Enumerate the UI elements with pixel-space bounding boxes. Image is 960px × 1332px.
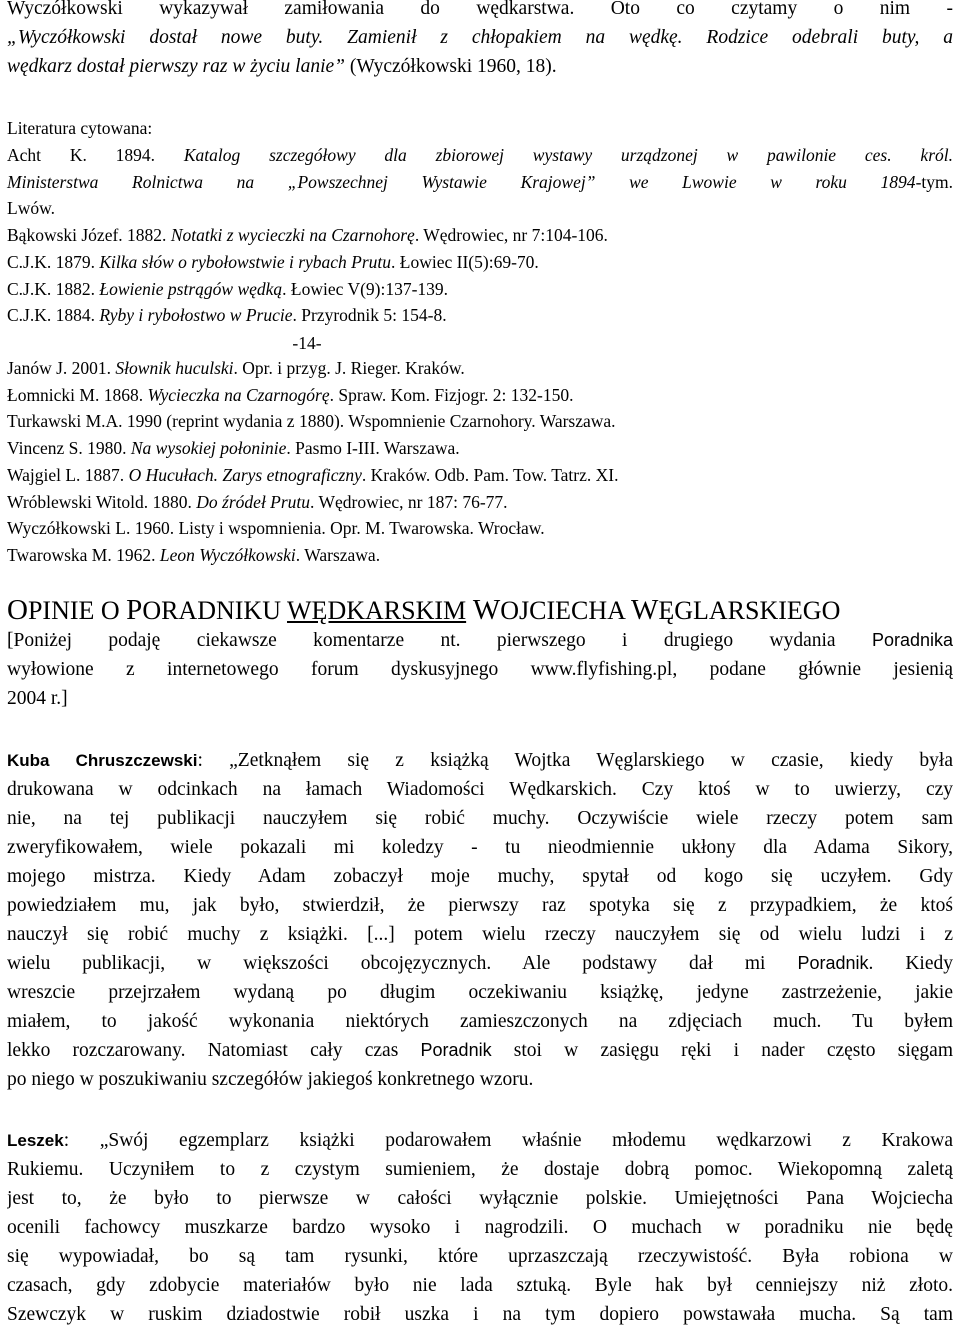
text-line: powiedziałem mu, jak było, stwierdził, że pierwszy raz spotyka się z przypadkiem, że ktoś <box>7 895 953 916</box>
heading-part: ĘGLARSKIEGO <box>658 596 841 625</box>
reference-author: C.J.K. 1879. <box>7 251 100 272</box>
reference-item <box>7 382 953 409</box>
reference-details: . Kraków. Odb. Pam. Tow. Tatrz. XI. <box>361 464 619 485</box>
reference-item <box>7 408 953 435</box>
reference-title: Do źródeł Prutu <box>196 491 311 512</box>
reference-title: O Hucułach. Zarys etnograficzny <box>128 464 362 485</box>
reference-author: Wyczółkowski L. 1960. Listy i wspomnienia. Opr. M. Twarowska. Wrocław. <box>7 518 545 539</box>
quote-text: wędkarz dostał pierwszy raz w życiu lanie” <box>7 56 346 77</box>
reference-details: . Spraw. Kom. Fizjogr. 2: 132-150. <box>329 384 574 405</box>
reference-item <box>7 222 953 249</box>
reference-item <box>7 355 953 382</box>
references-list-b <box>7 355 953 569</box>
section-heading <box>7 594 953 627</box>
forum-comment-2 <box>7 1126 953 1329</box>
heading-part: P <box>126 594 143 626</box>
text-line: czasach, gdy zdobycie materiałów było nie lada sztuką. Byle hak był cenniejszy niż złoto. <box>7 1275 953 1296</box>
reference-item <box>7 276 953 303</box>
reference-title: Katalog szczegółowy dla zbiorowej wystawy urządzonej w pawilonie ces. król. <box>183 145 954 165</box>
heading-part: PINIE O <box>27 596 127 625</box>
book-name: Poradnik <box>420 1040 492 1060</box>
text-line: nie, na tej publikacji nauczyłem się robić muchy. Oczywiście wiele rzeczy potem sam <box>7 808 953 829</box>
reference-item <box>7 249 953 276</box>
book-name: Poradnika <box>871 630 953 650</box>
reference-author: Vincenz S. 1980. <box>7 438 131 459</box>
text-line: drukowana w odcinkach na łamach Wiadomości Wędkarskich. Czy ktoś w to uwierzy, czy <box>7 779 953 800</box>
text-line: „Wyczółkowski dostał nowe buty. Zamienił z chłopakiem na wędkę. Rodzice odebrali buty, a <box>7 27 953 48</box>
reference-details: . Łowiec II(5):69-70. <box>391 251 539 272</box>
text-line: mojego mistrza. Kiedy Adam zobaczył moje muchy, spytał od kogo się uczyłem. Gdy <box>7 866 953 887</box>
references-list-a <box>7 142 953 329</box>
heading-part: WĘDKARSKIM <box>287 596 467 625</box>
heading-part: ORADNIKU <box>142 596 288 625</box>
text-line: po niego w poszukiwaniu szczegółów jakiegoś konkretnego wzoru. <box>7 1069 534 1090</box>
comment-text: . Kiedy <box>868 953 953 974</box>
reference-details: . Warszawa. <box>295 544 381 565</box>
reference-title: Słownik huculski <box>115 358 234 378</box>
comment-text: wielu publikacji, w większości obcojęzycznych. Ale podstawy dał mi <box>7 953 798 974</box>
literature-heading <box>7 115 953 142</box>
reference-author: Turkawski M.A. 1990 (reprint wydania z 1880). Wspomnienie Czarnohory. Warszawa. <box>7 411 616 432</box>
citation: (Wyczółkowski 1960, 18). <box>345 56 557 77</box>
reference-item <box>7 542 953 569</box>
text-line: jest to, że było to pierwsze w całości wyłącznie polskie. Umiejętności Pana Wojciecha <box>7 1188 953 1209</box>
reference-author: Janów J. 2001. <box>7 358 116 378</box>
text-line: miałem, to jakość wykonania niektórych zamieszczonych na zdjęciach much. Tu byłem <box>7 1011 953 1032</box>
reference-title: Na wysokiej połoninie <box>130 438 287 459</box>
heading-part: O <box>7 594 28 626</box>
reference-details: . Wędrowiec, nr 187: 76-77. <box>310 491 508 512</box>
reference-title: Łowienie pstrągów wędką <box>99 278 283 299</box>
reference-author: C.J.K. 1884. <box>7 305 100 326</box>
reference-author: Twarowska M. 1962. <box>7 544 160 565</box>
reference-author: Łomnicki M. 1868. <box>7 384 148 405</box>
text-line: Rukiemu. Uczyniłem to z czystym sumieniem, że dostaje dobrą pomoc. Wiekopomną zaletą <box>7 1159 953 1180</box>
reference-title: Ryby i rybołostwo w Prucie <box>99 305 293 326</box>
reference-author: C.J.K. 1882. <box>7 278 100 299</box>
book-name: Poradnik <box>797 953 869 973</box>
text-line <box>7 1036 953 1065</box>
forum-comment-1 <box>7 746 953 1094</box>
reference-item <box>7 142 953 169</box>
text-line <box>7 746 953 775</box>
text-line: wreszcie przejrzałem wydaną po długim oczekiwaniu książkę, jedyne zastrzeżenie, jakie <box>7 982 953 1003</box>
heading-part: W <box>630 594 659 626</box>
comment-text: lekko rozczarowany. Natomiast cały czas <box>7 1040 421 1061</box>
comment-author: Kuba Chruszczewski <box>7 751 198 770</box>
heading-part: W <box>466 594 501 626</box>
text-line: Szewczyk w ruskim dziadostwie robił uszka i na tym dopiero powstawała mucha. Są tam <box>7 1304 953 1325</box>
note-text: [Poniżej podaję ciekawsze komentarze nt. pierwszego i drugiego wydania <box>7 630 872 651</box>
text-line: się wypowiadał, bo są tam rysunki, które uprzaszczają rzeczywistość. Była robiona w <box>7 1246 953 1267</box>
reference-details: . Opr. i przyg. J. Rieger. Kraków. <box>233 358 465 378</box>
reference-title: Kilka słów o rybołowstwie i rybach Prutu <box>99 251 392 272</box>
editorial-note <box>7 626 953 713</box>
reference-item <box>7 302 953 329</box>
text-line: nauczył się robić muchy z książki. [...] potem wielu rzeczy nauczyłem się od wielu ludzi i z <box>7 924 953 945</box>
reference-item <box>7 462 953 489</box>
heading-part: OJCIECHA <box>500 596 631 625</box>
text-line <box>7 52 953 81</box>
reference-author: Wróblewski Witold. 1880. <box>7 491 197 512</box>
reference-author: Acht K. 1894. <box>7 145 184 165</box>
reference-item <box>7 489 953 516</box>
text-line: 2004 r.] <box>7 688 68 709</box>
reference-author: Bąkowski Józef. 1882. <box>7 225 171 246</box>
comment-text: stoi w zasięgu ręki i nader często sięgam <box>491 1040 953 1061</box>
reference-details: . Łowiec V(9):137-139. <box>282 278 449 299</box>
comment-text: : „Swój egzemplarz książki podarowałem właśnie młodemu wędkarzowi z Krakowa <box>63 1130 953 1151</box>
reference-title: Leon Wyczółkowski <box>159 544 296 565</box>
comment-text: : „Zetknąłem się z książką Wojtka Węglarskiego w czasie, kiedy była <box>197 750 953 771</box>
reference-item <box>7 515 953 542</box>
text-line: zweryfikowałem, wiele pokazali mi koledzy - tu nieodmiennie ukłony dla Adama Sikory, <box>7 837 953 858</box>
text-line: ocenili fachowcy muszkarze bardzo wysoko i nagrodzili. O muchach w poradniku nie będę <box>7 1217 953 1238</box>
reference-item <box>7 435 953 462</box>
reference-details: Lwów. <box>7 198 55 219</box>
text-line: wyłowione z internetowego forum dyskusyjnego www.flyfishing.pl, podane głównie jesienią <box>7 659 953 680</box>
text-line <box>7 1126 953 1155</box>
reference-title: Ministerstwa Rolnictwa na „Powszechnej Wystawie Krajowej” we Lwowie w roku 1894 <box>7 171 916 192</box>
text-line <box>7 626 953 655</box>
text-line: Wyczółkowski wykazywał zamiłowania do wędkarstwa. Oto co czytamy o nim - <box>7 0 953 19</box>
reference-item <box>7 195 953 222</box>
reference-item <box>7 169 953 196</box>
reference-title: Notatki z wycieczki na Czarnohorę <box>170 225 415 246</box>
reference-author: Wajgiel L. 1887. <box>7 464 129 485</box>
literature-heading-text: Literatura cytowana: <box>7 118 153 138</box>
reference-details: . Pasmo I-III. Warszawa. <box>286 438 460 459</box>
page-number-text: -14- <box>292 333 322 353</box>
page-number <box>7 330 607 357</box>
reference-details: . Przyrodnik 5: 154-8. <box>292 305 447 326</box>
comment-author: Leszek <box>7 1131 64 1150</box>
reference-title: Wycieczka na Czarnogórę <box>147 384 330 405</box>
reference-details: -tym. <box>915 171 953 192</box>
reference-details: . Wędrowiec, nr 7:104-106. <box>414 225 608 246</box>
intro-paragraph <box>7 0 953 81</box>
text-line <box>7 949 953 978</box>
